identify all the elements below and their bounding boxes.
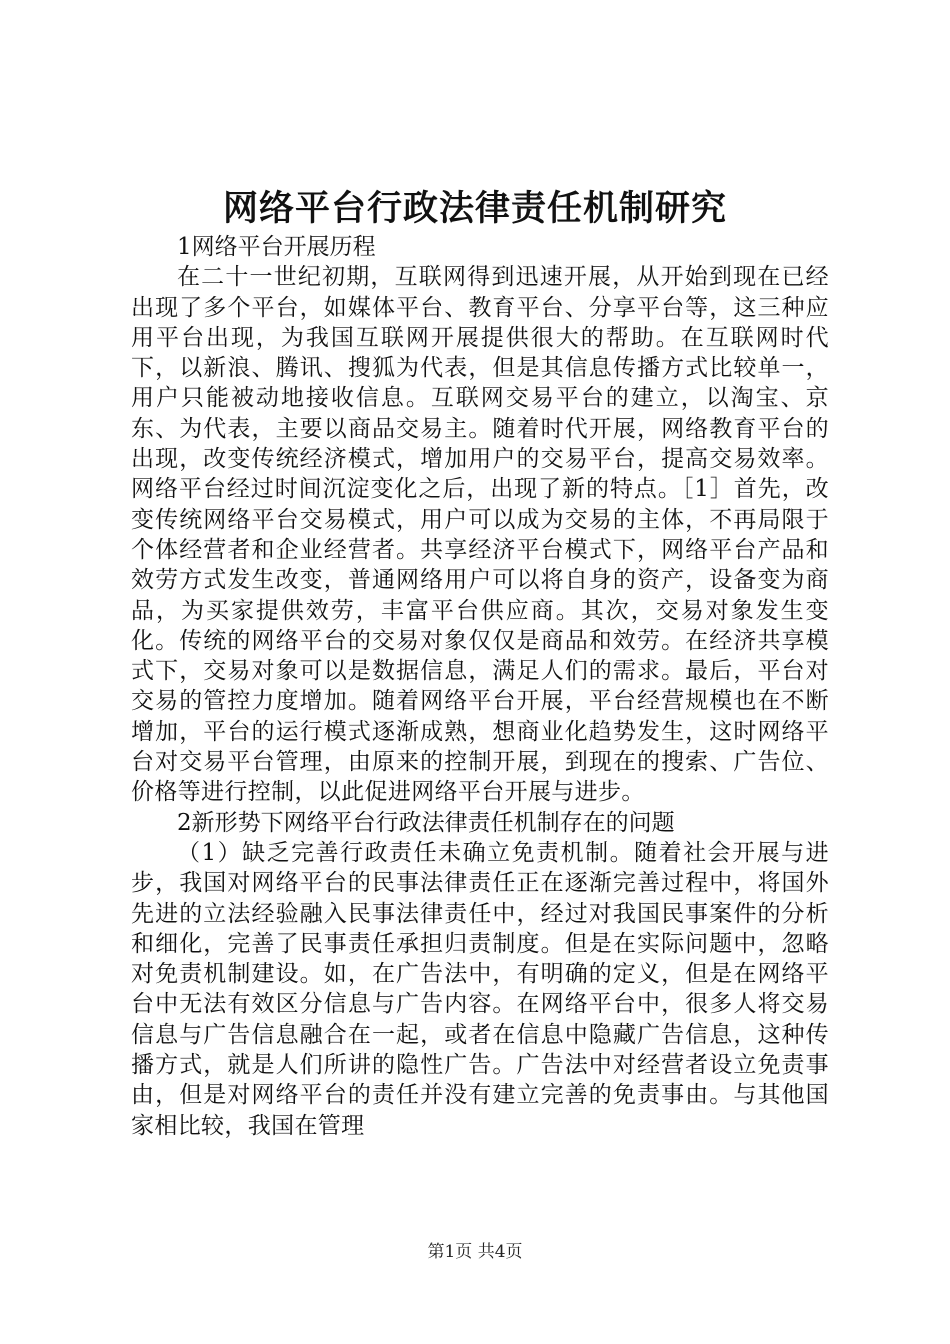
document-body [131,232,829,1141]
section-1-heading: 1网络平台开展历程 [177,234,376,260]
section-2-paragraph: （1）缺乏完善行政责任未确立免责机制。随着社会开展与进步，我国对网络平台的民事法律责任正在逐渐完善过程中，将国外先进的立法经验融入民事法律责任中，经过对我国民事案件的分析和细化，完善了民事责任承担归责制度。但是在实际问题中，忽略对免责机制建设。如，在广告法中，有明确的定义，但是在网络平台中无法有效区分信息与广告内容。在网络平台中，很多人将交易信息与广告信息融合在一起，或者在信息中隐藏广告信息，这种传播方式，就是人们所讲的隐性广告。广告法中对经营者设立免责事由，但是对网络平台的责任并没有建立完善的免责事由。与其他国家相比较，我国在管理 [131,839,829,1139]
document-title: 网络平台行政法律责任机制研究 [222,188,727,229]
section-2-heading: 2新形势下网络平台行政法律责任机制存在的问题 [177,809,675,836]
section-1-paragraph: 在二十一世纪初期，互联网得到迅速开展，从开始到现在已经出现了多个平台，如媒体平台、教育平台、分享平台等，这三种应用平台出现，为我国互联网开展提供很大的帮助。在互联网时代下，以新浪、腾讯、搜狐为代表，但是其信息传播方式比较单一，用户只能被动地接收信息。互联网交易平台的建立，以淘宝、京东、为代表，主要以商品交易主。随着时代开展，网络教育平台的出现，改变传统经济模式，增加用户的交易平台，提高交易效率。网络平台经过时间沉淀变化之后，出现了新的特点。［1］首先，改变传统网络平台交易模式，用户可以成为交易的主体，不再局限于个体经营者和企业经营者。共享经济平台模式下，网络平台产品和效劳方式发生改变，普通网络用户可以将自身的资产，设备变为商品，为买家提供效劳，丰富平台供应商。其次，交易对象发生变化。传统的网络平台的交易对象仅仅是商品和效劳。在经济共享模式下，交易对象可以是数据信息，满足人们的需求。最后，平台对交易的管控力度增加。随着网络平台开展，平台经营规模也在不断增加，平台的运行模式逐渐成熟，想商业化趋势发生，这时网络平台对交易平台管理，由原来的控制开展，到现在的搜索、广告位、价格等进行控制，以此促进网络平台开展与进步。 [131,264,829,806]
page-footer: 第1页 共4页 [427,1242,523,1262]
